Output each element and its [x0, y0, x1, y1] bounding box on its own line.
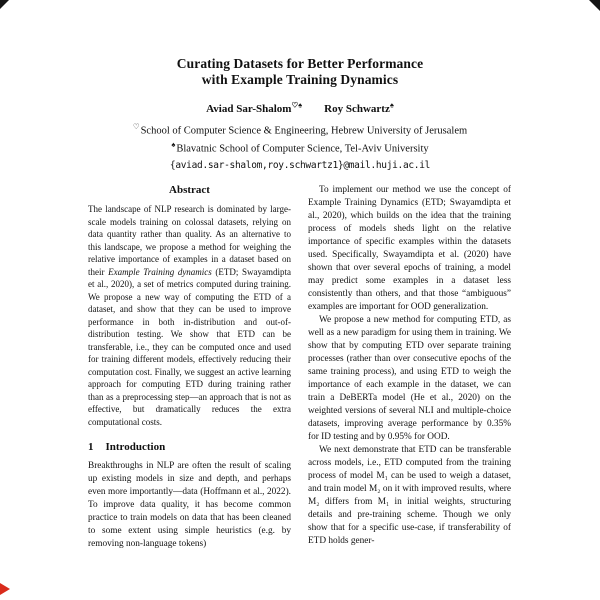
affiliation-1-mark: ♡ [132, 121, 140, 131]
abstract-text-part1: The landscape of NLP research is dominated by large-scale models training on colossal datasets, relying on data quantity rather than quality. As an alternative to this landscape, we propose a method for weighing the relative importance of examples in a dataset based on their [88, 204, 291, 277]
right-paragraph-3: We next demonstrate that ETD can be transferable across models, i.e., ETD computed from the training process of model M₁ can be used to weigh a dataset, and train model M₂ on it with improved results, where M₂ differs from M₁ in initial weights, structuring details and pre-training scheme. Though we only show that for a specific use-case, if transferability of ETD holds gener- [308, 445, 511, 546]
right-column [308, 184, 511, 551]
author-1-affil-marks: ♡♠ [291, 100, 303, 109]
paper-title-line2: with Example Training Dynamics [201, 71, 399, 87]
paper-header [0, 0, 600, 171]
affiliation-2-text: Blavatnic School of Computer Science, Tel-Aviv University [176, 143, 429, 155]
two-column-body [88, 184, 512, 551]
paper-title-line1: Curating Datasets for Better Performance [176, 56, 424, 71]
page-corner-artifact-left [0, 0, 9, 9]
author-2 [324, 100, 394, 115]
right-paragraph-1: To implement our method we use the concept of Example Training Dynamics (ETD; Swayamdipta et al., 2020), which builds on the idea that the training process of models sheds light on the relative importance of specific examples within the datasets used. Specifically, Swayamdipta et al. (2020) have shown that over several epochs of training, a model may predict some examples in a dataset less consistently than others, and that those “ambiguous” examples are important for OOD generalization. [308, 185, 511, 312]
section-1-number: 1 [88, 441, 94, 453]
author-2-name: Roy Schwartz [324, 102, 390, 115]
abstract-heading: Abstract [169, 184, 210, 196]
right-paragraph-2: We propose a new method for computing ETD, as well as a new paradigm for using them in training. We show that by computing ETD over separate training processes (rather than over consecutive epochs of the same training process), and using ETD to weigh the importance of each example in the dataset, we can train a DeBERTa model (He et al., 2020) on the weighted versions of several NLI and multiple-choice datasets, improving average performance by 0.35% for ID testing and by 0.95% for OOD. [308, 315, 511, 442]
section-1-heading [88, 441, 291, 453]
left-column [88, 184, 291, 551]
page-corner-artifact-right [589, 0, 600, 11]
affiliation-list [0, 120, 600, 157]
affiliation-1 [0, 120, 600, 139]
contact-email: {aviad.sar-shalom,roy.schwartz1}@mail.huji.ac.il [169, 159, 431, 171]
author-list [0, 100, 600, 115]
affiliation-2 [0, 138, 600, 157]
abstract-text-italic: Example Training dynamics [108, 266, 212, 277]
section-1-title: Introduction [105, 441, 166, 453]
author-2-affil-marks: ♠ [389, 100, 394, 109]
abstract-text-part2: (ETD; Swayamdipta et al., 2020), a set of metrics computed during training. We propose a new way of computing the ETD of a dataset, and show that they can be used to improve performance in both in-distribution and out-of-distribution testing. We show that ETD can be transferable, i.e., they can be computed once and used for training different models, effectively reducing their computation cost. Finally, we suggest an active learning approach for computing ETD during training rather than as a preprocessing step—an approach that is not as effective, but dramatically reduces the extra computational costs. [88, 266, 292, 427]
abstract-text [88, 203, 291, 428]
red-triangle-marker [0, 583, 10, 595]
affiliation-2-mark: ♠ [171, 140, 176, 150]
affiliation-1-text: School of Computer Science & Engineering, Hebrew University of Jerusalem [140, 125, 468, 137]
author-1-name: Aviad Sar-Shalom [206, 102, 292, 115]
introduction-paragraph: Breakthroughs in NLP are often the result of scaling up existing models in size and depth, and perhaps even more importantly—data (Hoffmann et al., 2022). To improve data quality, it has become common practice to train models on data that has been cleaned to some extent using simple heuristics (e.g. by removing non-language tokens) [88, 461, 291, 549]
author-1 [206, 100, 303, 115]
